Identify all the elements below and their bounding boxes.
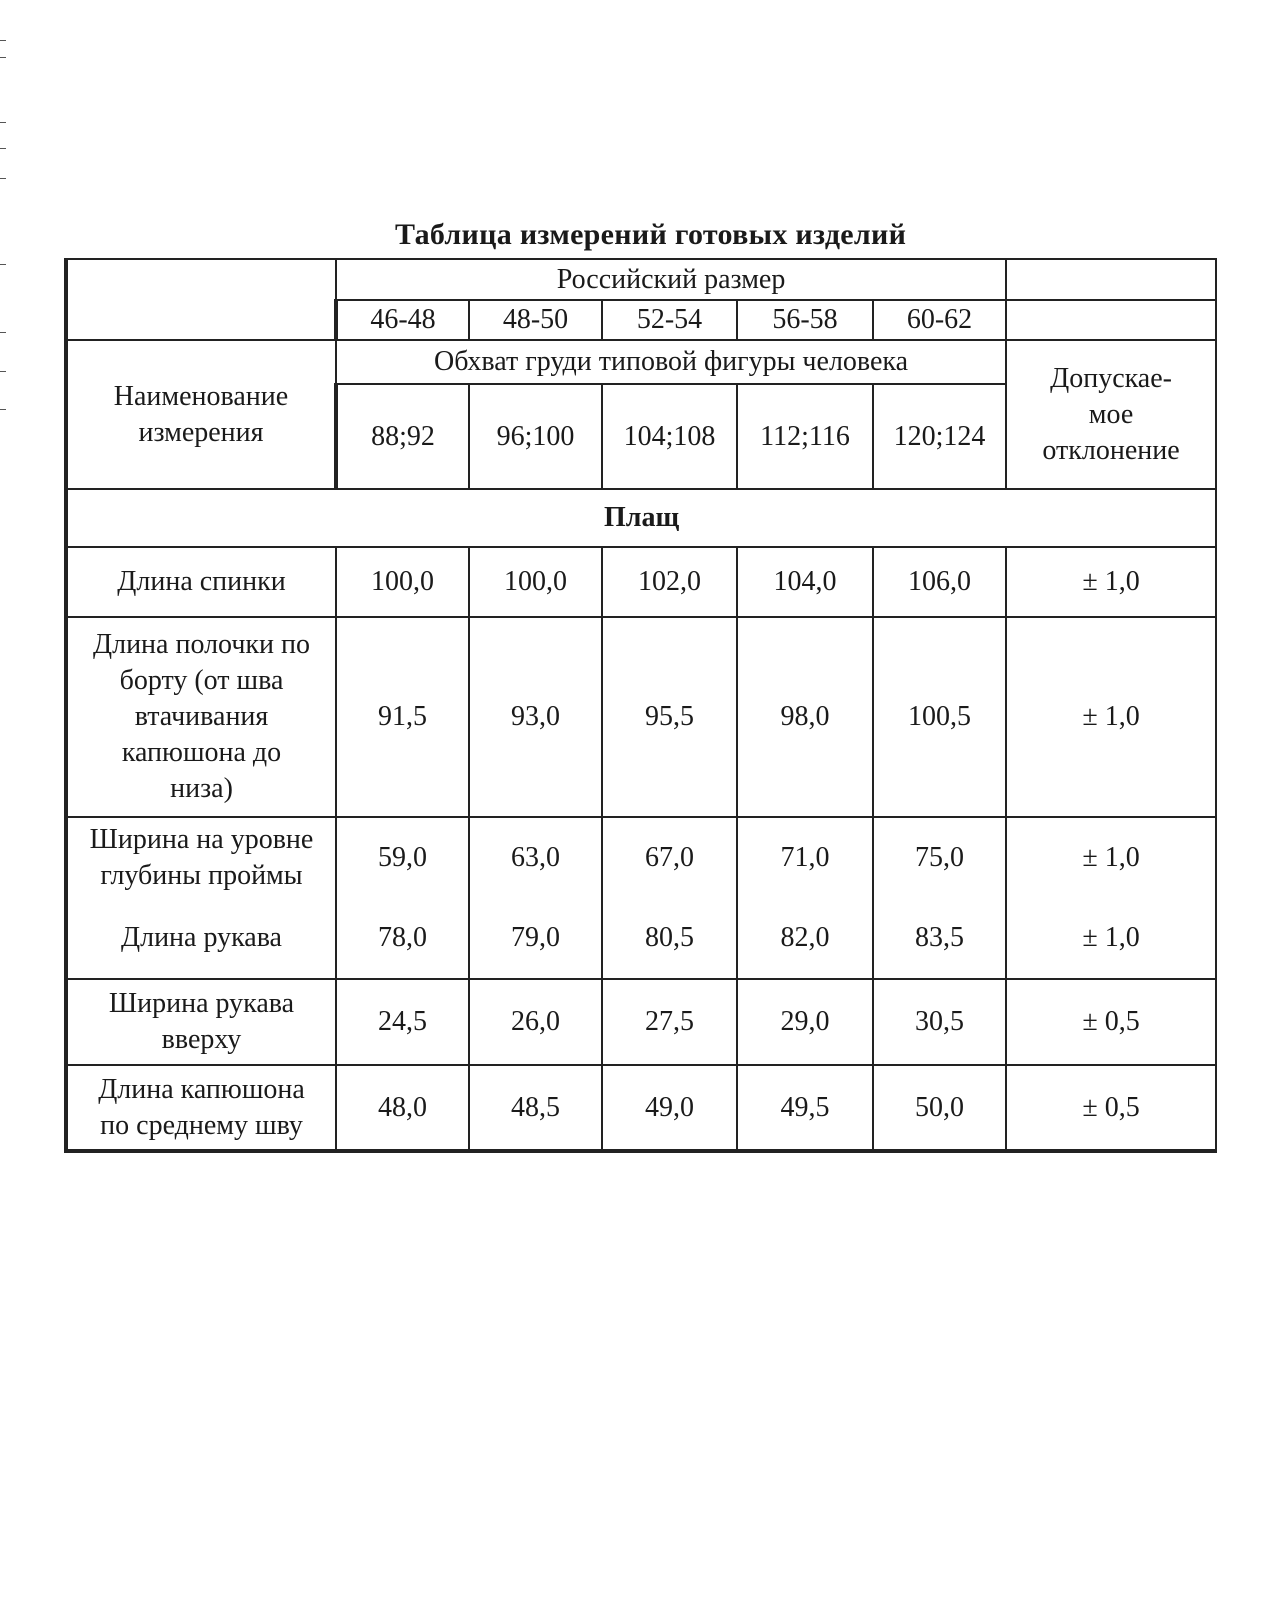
measurement-value: 48,5 xyxy=(469,1065,602,1151)
table-row xyxy=(66,547,1216,617)
measurement-value: 59,0 xyxy=(336,817,469,897)
measurement-value: 67,0 xyxy=(602,817,737,897)
measurement-name-line: Длина спинки xyxy=(117,566,286,597)
measurement-value: 82,0 xyxy=(737,897,873,979)
measurement-value: 29,0 xyxy=(737,979,873,1065)
tolerance-header-line: мое xyxy=(1088,398,1134,430)
name-header-line: измерения xyxy=(138,416,264,448)
margin-tick xyxy=(0,409,6,410)
section-title: Плащ xyxy=(66,489,1216,547)
measurement-value: 106,0 xyxy=(873,547,1006,617)
chest-value: 104;108 xyxy=(602,384,737,489)
tolerance-value: ± 1,0 xyxy=(1006,617,1216,817)
measurement-name-line: Длина рукава xyxy=(121,921,282,953)
margin-tick xyxy=(0,40,6,41)
header-blank-cell xyxy=(1006,300,1216,340)
measurement-value: 79,0 xyxy=(469,897,602,979)
table-row xyxy=(66,1065,1216,1151)
margin-tick xyxy=(0,371,6,372)
measurement-name-line: борту (от шва xyxy=(119,665,284,696)
table-title: Таблица измерений готовых изделий xyxy=(395,218,907,251)
tolerance-value: ± 1,0 xyxy=(1006,547,1216,617)
tolerance-value: ± 0,5 xyxy=(1006,1065,1216,1151)
tolerance-header-line: отклонение xyxy=(1042,434,1180,466)
measurement-value: 83,5 xyxy=(873,897,1006,979)
measurement-value: 93,0 xyxy=(469,617,602,817)
table-row xyxy=(66,617,1216,817)
measurement-value: 50,0 xyxy=(873,1065,1006,1151)
tolerance-value: ± 0,5 xyxy=(1006,979,1216,1065)
size-header: 56-58 xyxy=(737,300,873,340)
measurement-value: 78,0 xyxy=(336,897,469,979)
margin-tick xyxy=(0,332,6,333)
size-header: 48-50 xyxy=(469,300,602,340)
name-header-line: Наименование xyxy=(113,380,289,412)
margin-tick xyxy=(0,264,6,265)
size-header: 60-62 xyxy=(873,300,1006,340)
measurement-name-line: Ширина на уровне xyxy=(89,823,314,855)
measurement-name-line: Ширина рукава xyxy=(108,988,295,1019)
tolerance-value: ± 1,0 xyxy=(1006,817,1216,897)
measurement-value: 100,0 xyxy=(469,547,602,617)
measurement-value: 27,5 xyxy=(602,979,737,1065)
header-row-russian-size xyxy=(66,259,1216,300)
tolerance-header-line: Допускае- xyxy=(1050,362,1172,394)
measurement-name-line: по среднему шву xyxy=(100,1109,303,1141)
header-row-chest xyxy=(66,340,1216,384)
chest-value: 120;124 xyxy=(873,384,1006,489)
measurement-value: 98,0 xyxy=(737,617,873,817)
header-corner-cell xyxy=(66,259,336,340)
measurement-value: 26,0 xyxy=(469,979,602,1065)
measurement-value: 95,5 xyxy=(602,617,737,817)
tolerance-value: ± 1,0 xyxy=(1006,897,1216,979)
measurement-name-line: Длина полочки по xyxy=(93,629,310,660)
measurement-name xyxy=(66,1065,336,1151)
chest-value: 88;92 xyxy=(336,384,469,489)
measurement-value: 24,5 xyxy=(336,979,469,1065)
table-row xyxy=(66,817,1216,897)
size-header: 52-54 xyxy=(602,300,737,340)
margin-tick xyxy=(0,57,6,58)
measurement-name xyxy=(66,547,336,617)
measurement-name xyxy=(66,897,336,979)
chest-value: 112;116 xyxy=(737,384,873,489)
size-header: 46-48 xyxy=(336,300,469,340)
measurement-name xyxy=(66,817,336,897)
russian-size-label: Российский размер xyxy=(336,259,1006,300)
measurement-value: 48,0 xyxy=(336,1065,469,1151)
measurement-value: 80,5 xyxy=(602,897,737,979)
measurement-value: 102,0 xyxy=(602,547,737,617)
chest-girth-label: Обхват груди типовой фигуры человека xyxy=(336,340,1006,384)
header-blank-cell xyxy=(1006,259,1216,300)
measurement-name xyxy=(66,979,336,1065)
section-row xyxy=(66,489,1216,547)
measurement-value: 100,5 xyxy=(873,617,1006,817)
measurement-name-line: глубины проймы xyxy=(100,859,303,891)
measurement-value: 71,0 xyxy=(737,817,873,897)
margin-tick xyxy=(0,148,6,149)
tolerance-column-header xyxy=(1006,340,1216,489)
table-row xyxy=(66,979,1216,1065)
measurement-table xyxy=(64,258,1217,1153)
margin-tick xyxy=(0,122,6,123)
measurement-value: 91,5 xyxy=(336,617,469,817)
table-row xyxy=(66,897,1216,979)
measurement-value: 75,0 xyxy=(873,817,1006,897)
measurement-name-line: низа) xyxy=(170,773,233,804)
measurement-value: 49,0 xyxy=(602,1065,737,1151)
margin-tick xyxy=(0,178,6,179)
chest-value: 96;100 xyxy=(469,384,602,489)
measurement-name-line: Длина капюшона xyxy=(98,1073,305,1105)
measurement-value: 63,0 xyxy=(469,817,602,897)
measurement-name-line: втачивания xyxy=(134,701,269,732)
measurement-name xyxy=(66,617,336,817)
measurement-value: 49,5 xyxy=(737,1065,873,1151)
measurement-name-line: капюшона до xyxy=(121,737,282,768)
measurement-value: 104,0 xyxy=(737,547,873,617)
name-column-header xyxy=(66,340,336,489)
measurement-value: 30,5 xyxy=(873,979,1006,1065)
measurement-name-line: вверху xyxy=(161,1024,242,1055)
measurement-value: 100,0 xyxy=(336,547,469,617)
